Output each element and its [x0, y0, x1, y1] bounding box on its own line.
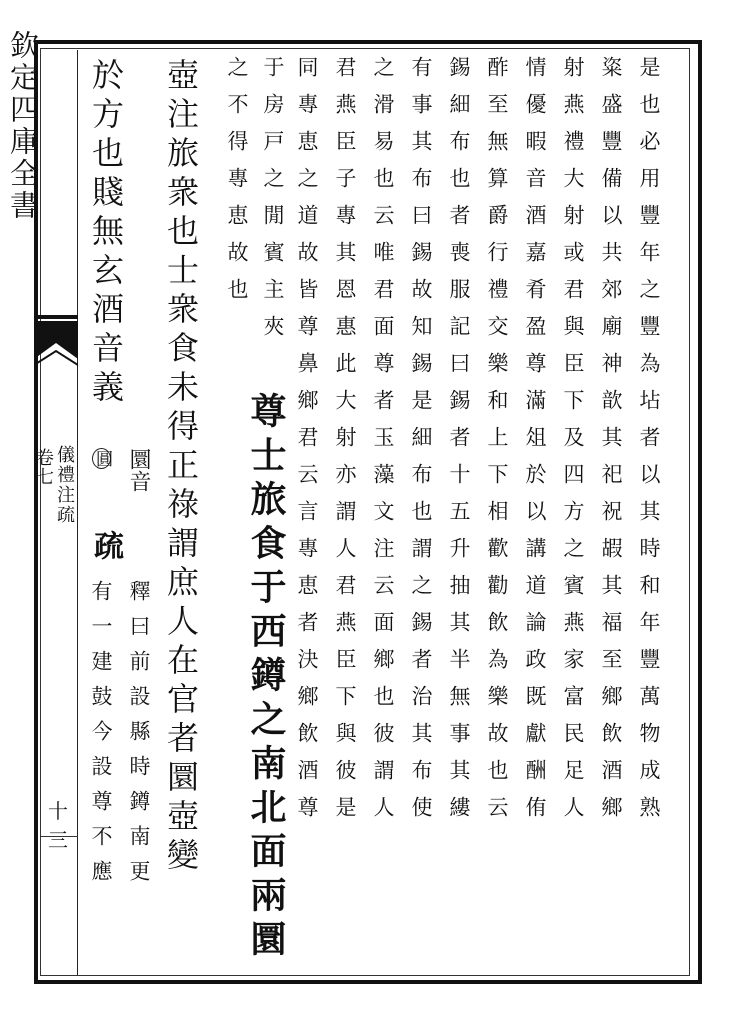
text-column: 之滑易也云唯君面尊者玉藻文注云面鄉也彼謂人 [371, 56, 395, 833]
text-column: 君燕臣子專其恩惠此大射亦謂人君燕臣下與彼是 [333, 56, 357, 833]
text-column: 釋曰前設縣時鐏南更 [127, 580, 151, 895]
text-column-large: 壺注旅衆也士衆食未得正祿謂庶人在官者圜壺變 [162, 58, 200, 877]
text-column: 同專恵之道故皆尊鼻鄉君云言專恵者決鄉飲酒尊 [295, 56, 319, 833]
collection-title: 欽定四庫全書 [6, 30, 40, 222]
text-column: 錫細布也者喪服記曰錫者十五升抽其半無事其縷 [447, 56, 471, 833]
margin-divider [40, 836, 78, 837]
text-column: 有一建鼓今設尊不應 [89, 580, 113, 895]
text-column: 于房戸之閒賓主夾 [261, 56, 285, 352]
round-marker: 圓 [92, 450, 112, 467]
text-column: 是也必用豐年之豐為坫者以其時和年豐萬物成熟 [637, 56, 661, 833]
book-title: 儀禮注疏 [54, 445, 75, 525]
fishtail-ornament [34, 315, 78, 373]
page-number: 十三 [48, 799, 68, 852]
phonetic-note-round [92, 448, 112, 469]
text-column: 有事其布曰錫故知錫是細布也謂之錫者治其布使 [409, 56, 433, 833]
text-column: 情優暇音酒嘉肴盈尊滿俎於以講道論政既獻酬侑 [523, 56, 547, 833]
text-column-large: 於方也賤無玄酒音義 [87, 58, 125, 409]
text-column: 粢盛豐備以共郊廟神歆其祀祝嘏其福至鄉飲酒鄉 [599, 56, 623, 833]
text-column: 之不得專恵故也 [225, 56, 249, 315]
classic-text-column: 尊士旅食于西鐏之南北面兩圜 [245, 392, 287, 964]
shu-marker: 疏 [88, 530, 123, 560]
juan-number: 卷七 [33, 448, 54, 486]
phonetic-note: 圜音 [126, 448, 151, 492]
text-column: 射燕禮大射或君與臣下及四方之賓燕家富民足人 [561, 56, 585, 833]
text-column: 酢至無算爵行禮交樂和上下相歡勸飲為樂故也云 [485, 56, 509, 833]
